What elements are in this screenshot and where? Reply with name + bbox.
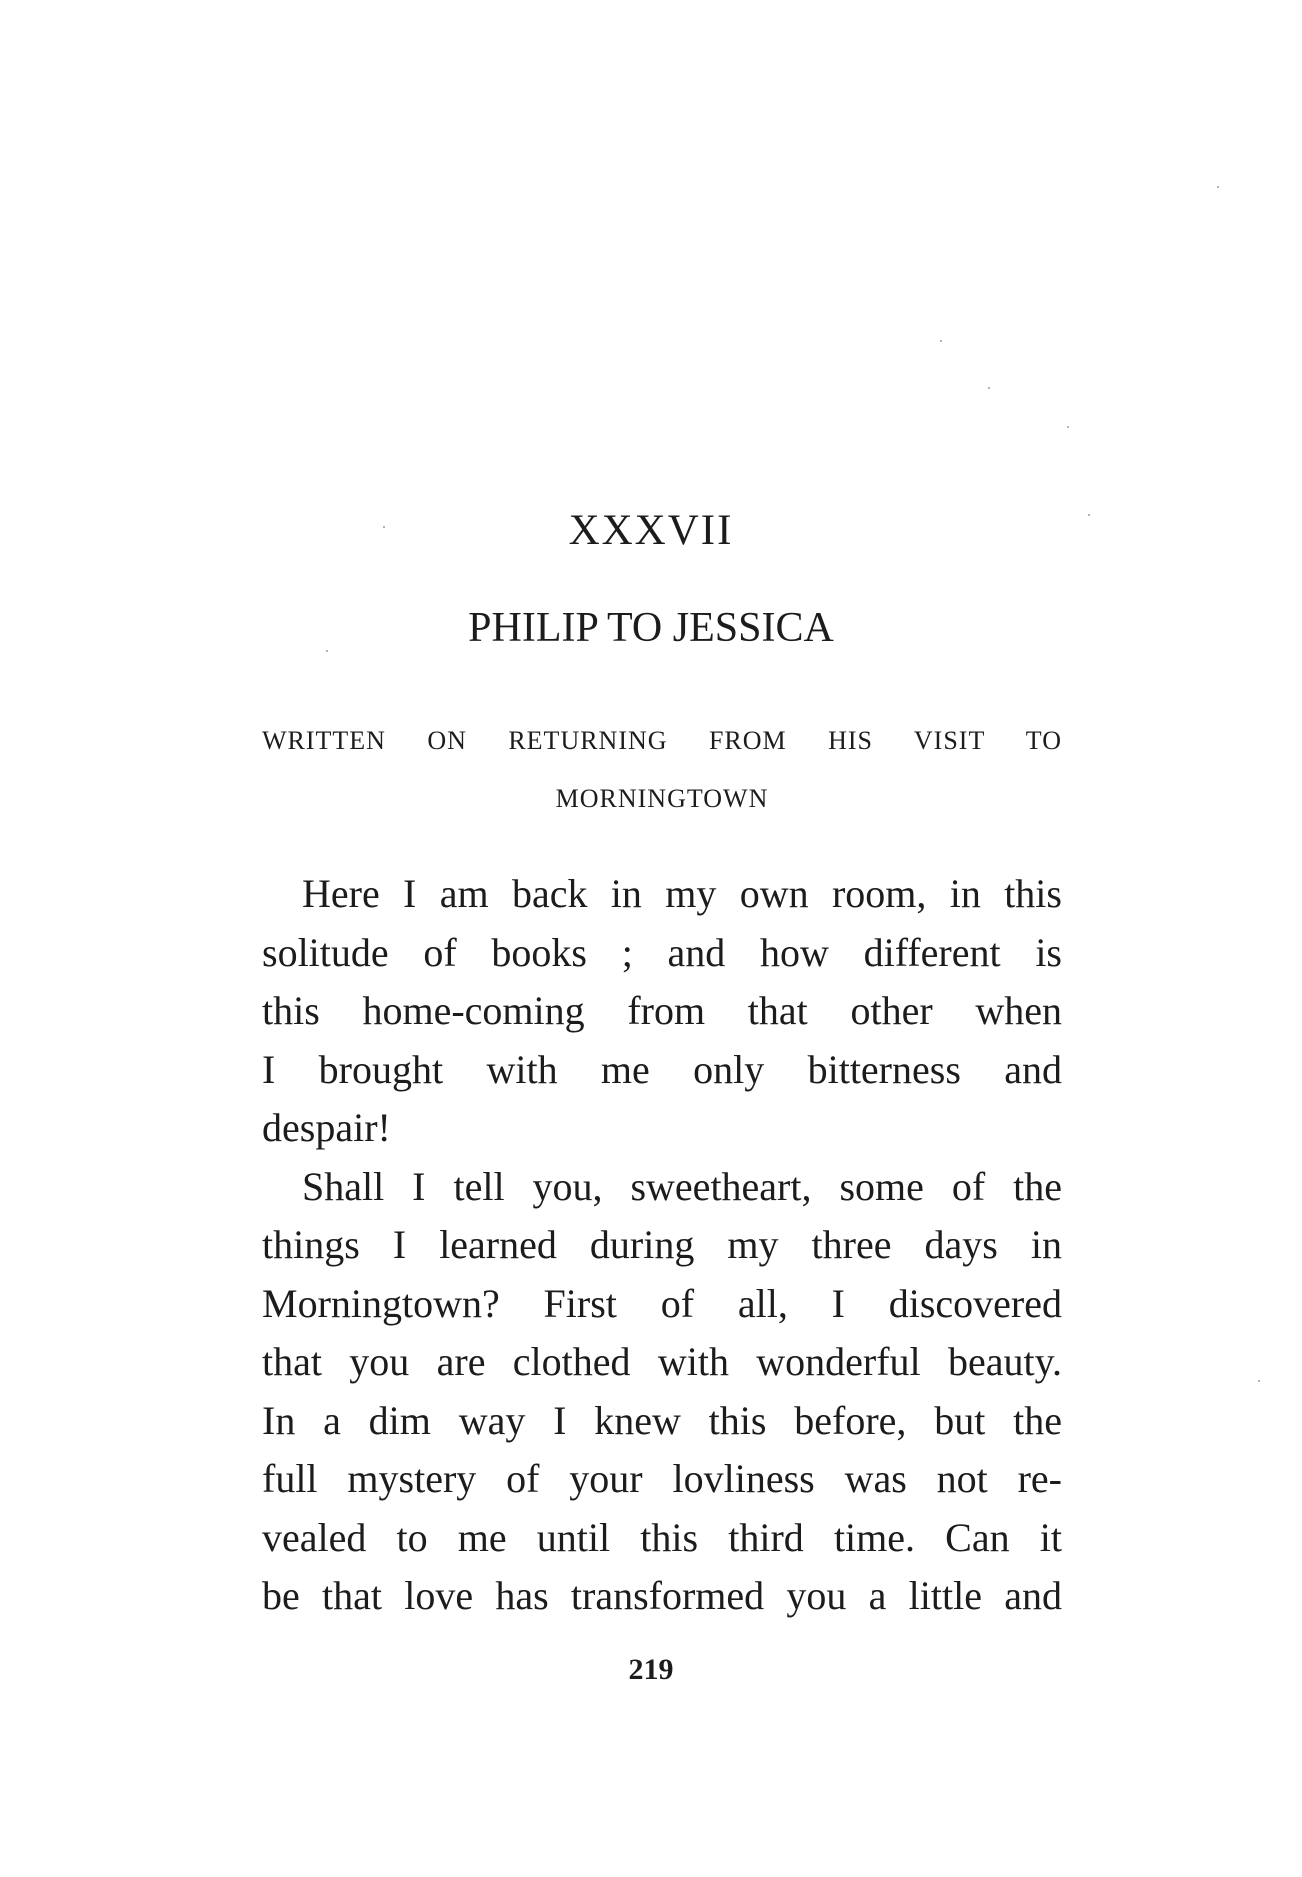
subtitle-line: MORNINGTOWN — [555, 784, 769, 813]
text-line: Morningtown? First of all, I discovered — [262, 1280, 1062, 1326]
text-line: this home-coming from that other when — [262, 988, 1062, 1033]
text-line: Here I am back in my own room, in this — [302, 871, 1062, 916]
text-line: Shall I tell you, sweetheart, some of the — [302, 1163, 1062, 1209]
text-line: In a dim way I knew this before, but the — [262, 1397, 1062, 1443]
text-line: things I learned during my three days in — [262, 1222, 1062, 1267]
text-line: be that love has transformed you a little and — [262, 1573, 1062, 1618]
page-number: 219 — [628, 1653, 674, 1686]
text-line: full mystery of your lovliness was not re- — [262, 1456, 1062, 1501]
text-line: vealed to me until this third time. Can it — [262, 1514, 1062, 1560]
text-line: I brought with me only bitterness and — [262, 1046, 1062, 1092]
body-text — [262, 865, 1062, 1626]
print-speck — [1217, 186, 1219, 188]
text-line: despair! — [262, 1105, 391, 1150]
chapter-title: PHILIP TO JESSICA — [468, 605, 834, 651]
chapter-number: XXXVII — [568, 507, 734, 554]
print-speck — [1258, 1380, 1260, 1382]
print-speck — [940, 340, 942, 342]
text-line: that you are clothed with wonderful beauty. — [262, 1339, 1062, 1384]
print-speck — [1067, 426, 1069, 428]
chapter-subtitle — [262, 712, 1062, 828]
text-line: solitude of books ; and how different is — [262, 929, 1062, 975]
subtitle-line: WRITTEN ON RETURNING FROM HIS VISIT TO — [262, 726, 1062, 755]
print-speck — [988, 387, 990, 389]
